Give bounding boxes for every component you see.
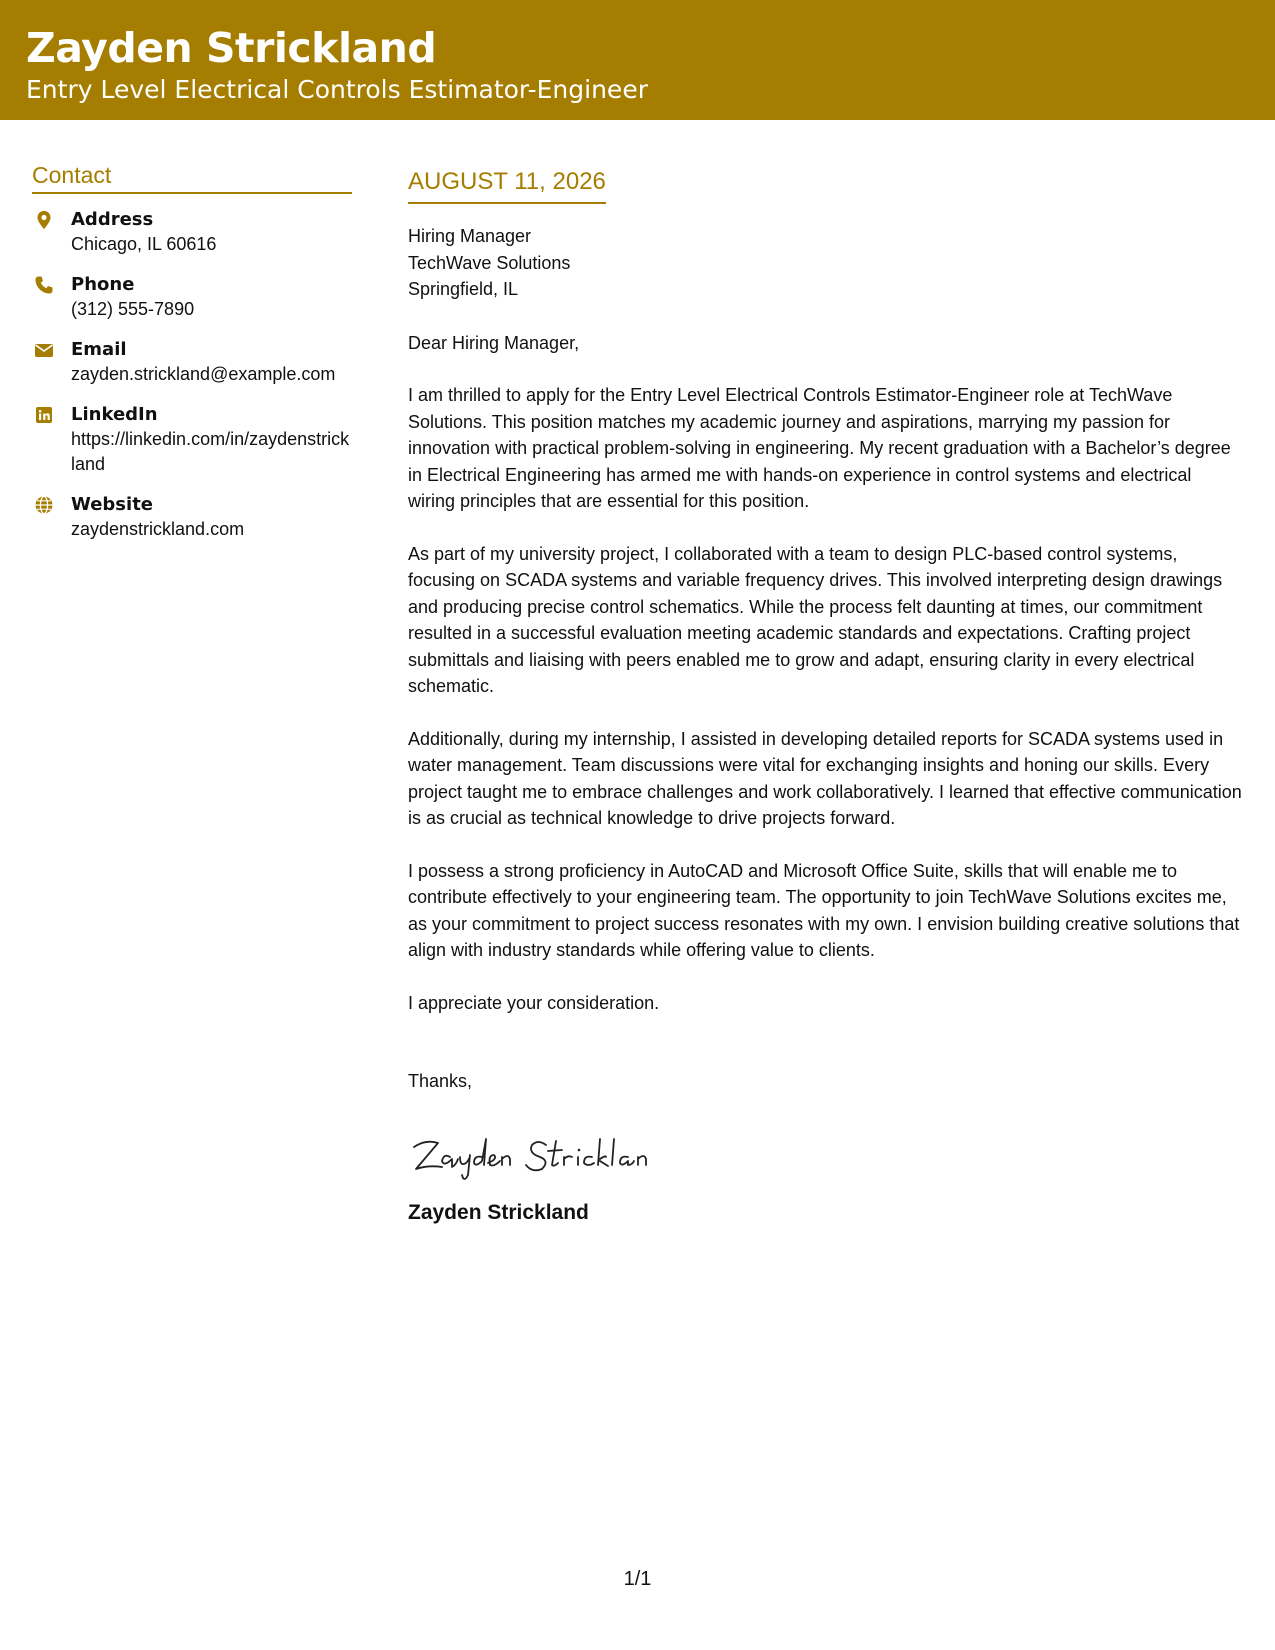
- recipient-line: Springfield, IL: [408, 279, 519, 299]
- paragraph: Additionally, during my internship, I assisted in developing detailed reports for SCADA systems used in water management. Team discussions were vital for exchanging insights and honing our skills. Every project taught me to embrace challenges and work collaboratively. I learned that effective communication is as crucial as technical knowledge to drive projects forward.: [408, 728, 1242, 828]
- linkedin-icon: [34, 405, 54, 425]
- contact-label: Email: [71, 339, 127, 360]
- envelope-icon: [34, 340, 54, 360]
- contact-value: https://linkedin.com/in/zaydenstrickland: [71, 429, 350, 474]
- letter-body: [408, 166, 1243, 1227]
- contact-value: (312) 555-7890: [71, 299, 195, 319]
- phone-icon: [34, 275, 54, 295]
- contact-linkedin: [32, 403, 352, 477]
- header-banner: [0, 0, 1275, 120]
- recipient-block: [408, 223, 1243, 303]
- contact-website: [32, 493, 352, 542]
- paragraph: I am thrilled to apply for the Entry Level Electrical Controls Estimator-Engineer role at TechWave Solutions. This position matches my academic journey and aspirations, marrying my passion for innovation with practical problem-solving in engineering. My recent graduation with a Bachelor’s degree in Electrical Engineering has armed me with hands-on experience in control systems and electrical wiring principles that are essential for this position.: [408, 385, 1231, 511]
- contact-heading: Contact: [32, 160, 352, 194]
- recipient-line: Hiring Manager: [408, 226, 532, 246]
- job-title: Entry Level Electrical Controls Estimator-Engineer: [26, 75, 648, 104]
- letter-date: AUGUST 11, 2026: [408, 166, 606, 204]
- signed-name: Zayden Strickland: [408, 1200, 589, 1224]
- contact-email: [32, 338, 352, 387]
- globe-icon: [34, 495, 54, 515]
- paragraph: I possess a strong proficiency in AutoCAD and Microsoft Office Suite, skills that will enable me to contribute effectively to your engineering team. The opportunity to join TechWave Solutions excites me, as your commitment to project success resonates with my own. I envision building creative solutions that align with industry standards while offering value to clients.: [408, 860, 1240, 960]
- contact-value: Chicago, IL 60616: [71, 234, 217, 254]
- contact-label: Phone: [71, 274, 135, 295]
- page-number: 1/1: [623, 1568, 652, 1590]
- contact-label: LinkedIn: [71, 404, 158, 425]
- contact-label: Address: [71, 209, 154, 230]
- salutation: Dear Hiring Manager,: [408, 332, 580, 353]
- map-pin-icon: [34, 210, 54, 230]
- closing: Thanks,: [408, 1071, 473, 1091]
- contact-phone: [32, 273, 352, 322]
- handwritten-signature: [408, 1117, 688, 1187]
- contact-value: zayden.strickland@example.com: [71, 364, 336, 384]
- contact-label: Website: [71, 494, 154, 515]
- contact-value: zaydenstrickland.com: [71, 519, 245, 539]
- recipient-line: TechWave Solutions: [408, 252, 571, 273]
- contact-address: [32, 208, 352, 257]
- applicant-name: Zayden Strickland: [26, 24, 437, 72]
- paragraph: As part of my university project, I collaborated with a team to design PLC-based control systems, focusing on SCADA systems and variable frequency drives. This involved interpreting design drawings and producing precise control schematics. While the process felt daunting at times, our commitment resulted in a successful evaluation meeting academic standards and expectations. Crafting project submittals and liaising with peers enabled me to grow and adapt, ensuring clarity in every electrical schematic.: [408, 543, 1223, 696]
- contact-sidebar: [32, 160, 352, 558]
- paragraph: I appreciate your consideration.: [408, 992, 660, 1013]
- contact-list: [32, 208, 352, 542]
